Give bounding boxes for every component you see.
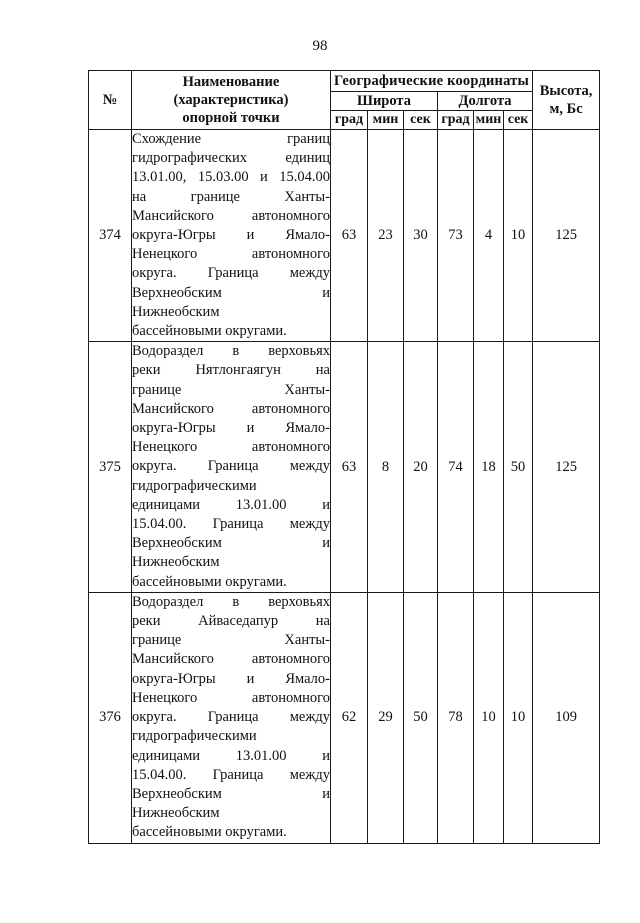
header-coordinates: Географические координаты: [331, 71, 533, 92]
header-height-line: м, Бс: [549, 101, 583, 117]
description-line: Схождение границ: [132, 131, 330, 147]
description-line: Водораздел в верховьях: [132, 593, 330, 610]
description-line: бассейновыми округами.: [132, 323, 287, 340]
description-line: Ненецкого автономного: [132, 246, 330, 263]
description-line: бассейновыми округами.: [132, 824, 287, 841]
description-line: на границе Ханты-: [132, 188, 330, 205]
header-lon-deg: град: [438, 111, 474, 130]
point-description: [132, 130, 331, 342]
lon-sec-cell: 50: [504, 342, 533, 593]
description-line: Мансийского автономного: [132, 207, 330, 224]
row-number: 375: [89, 342, 132, 593]
header-number: №: [89, 71, 132, 130]
description-line: границе Ханты-: [132, 632, 330, 649]
page-number: 98: [312, 38, 328, 54]
header-lat-deg: град: [331, 111, 368, 130]
description-line: единицами 13.01.00 и: [132, 747, 330, 764]
table-body: [89, 130, 600, 844]
point-description: [132, 342, 331, 593]
header-lon-min: мин: [474, 111, 504, 130]
description-line: округа. Граница между: [132, 458, 330, 475]
lon-sec-cell: 10: [504, 592, 533, 843]
description-line: Нижнеобским: [132, 554, 220, 571]
description-line: Верхнеобским и: [132, 535, 330, 552]
table-header: [89, 71, 600, 130]
description-line: Мансийского автономного: [132, 400, 330, 417]
description-line: Мансийского автономного: [132, 651, 330, 668]
header-latitude: Широта: [331, 92, 438, 111]
header-name-line: (характеристика): [173, 92, 289, 108]
lon-sec-cell: 10: [504, 130, 533, 342]
description-line: округа. Граница между: [132, 709, 330, 726]
reference-points-table: [88, 70, 600, 844]
table-row: [89, 130, 600, 342]
description-line: Нижнеобским: [132, 805, 220, 822]
lat-min-cell: 8: [368, 342, 404, 593]
description-line: границе Ханты-: [132, 381, 330, 398]
table-row: [89, 592, 600, 843]
header-height: [533, 71, 600, 130]
description-line: Ненецкого автономного: [132, 689, 330, 706]
height-cell: 109: [533, 592, 600, 843]
description-line: Нижнеобским: [132, 303, 220, 320]
lon-deg-cell: 74: [438, 342, 474, 593]
lat-deg-cell: 63: [331, 342, 368, 593]
height-cell: 125: [533, 130, 600, 342]
lon-deg-cell: 78: [438, 592, 474, 843]
lat-sec-cell: 30: [404, 130, 438, 342]
description-line: 13.01.00, 15.03.00 и 15.04.00: [132, 169, 330, 186]
description-line: округа-Югры и Ямало-: [132, 420, 330, 437]
header-lon-sec: сек: [504, 111, 533, 130]
lon-min-cell: 18: [474, 342, 504, 593]
description-line: единицами 13.01.00 и: [132, 496, 330, 513]
lon-min-cell: 4: [474, 130, 504, 342]
header-name: [132, 71, 331, 130]
description-line: реки Нятлонгаягун на: [132, 362, 330, 379]
row-number: 376: [89, 592, 132, 843]
description-line: гидрографическими: [132, 477, 257, 494]
description-line: округа-Югры и Ямало-: [132, 227, 330, 244]
lat-min-cell: 29: [368, 592, 404, 843]
description-line: реки Айваседапур на: [132, 613, 330, 630]
description-line: Верхнеобским и: [132, 785, 330, 802]
lon-deg-cell: 73: [438, 130, 474, 342]
row-number: 374: [89, 130, 132, 342]
description-line: 15.04.00. Граница между: [132, 766, 330, 783]
header-longitude: Долгота: [438, 92, 533, 111]
description-line: бассейновыми округами.: [132, 573, 287, 590]
table-row: [89, 342, 600, 593]
description-line: Ненецкого автономного: [132, 439, 330, 456]
description-line: Водораздел в верховьях: [132, 343, 330, 360]
header-height-line: Высота,: [539, 83, 593, 99]
header-name-line: Наименование: [182, 74, 280, 90]
header-name-line: опорной точки: [182, 110, 280, 126]
height-cell: 125: [533, 342, 600, 593]
lat-min-cell: 23: [368, 130, 404, 342]
point-description: [132, 592, 331, 843]
lat-deg-cell: 62: [331, 592, 368, 843]
description-line: гидрографическими: [132, 728, 257, 745]
description-line: 15.04.00. Граница между: [132, 516, 330, 533]
description-line: гидрографических единиц: [132, 150, 330, 167]
description-line: округа-Югры и Ямало-: [132, 670, 330, 687]
lat-deg-cell: 63: [331, 130, 368, 342]
description-line: округа. Граница между: [132, 265, 330, 282]
header-lat-sec: сек: [404, 111, 438, 130]
lat-sec-cell: 50: [404, 592, 438, 843]
lat-sec-cell: 20: [404, 342, 438, 593]
header-lat-min: мин: [368, 111, 404, 130]
description-line: Верхнеобским и: [132, 284, 330, 301]
lon-min-cell: 10: [474, 592, 504, 843]
